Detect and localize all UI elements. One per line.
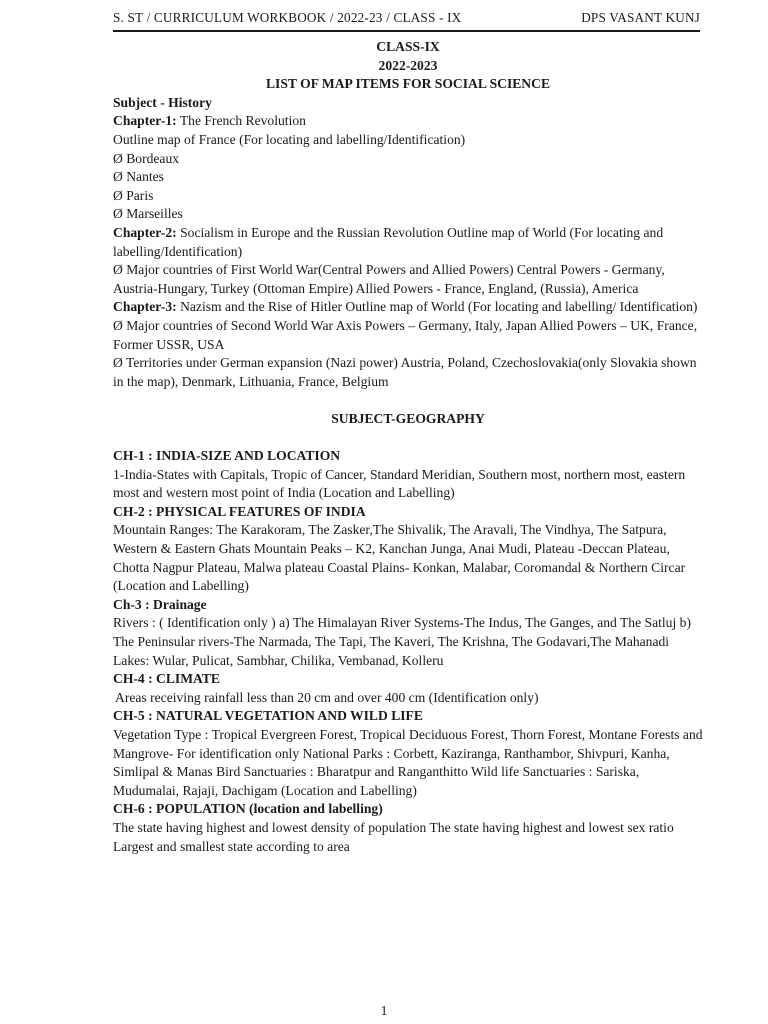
ch1-label: Chapter-1: — [113, 113, 177, 129]
geo-ch2-heading: CH-2 : PHYSICAL FEATURES OF INDIA — [113, 503, 366, 519]
ch1-item-paris: Ø Paris — [113, 187, 154, 203]
header-right-text: DPS VASANT KUNJ — [581, 10, 700, 25]
ch1-item-marseilles: Ø Marseilles — [113, 206, 183, 222]
history-ch3 — [113, 298, 703, 317]
page-heading: LIST OF MAP ITEMS FOR SOCIAL SCIENCE — [265, 76, 551, 92]
history-subject: Subject - History — [113, 94, 212, 110]
page-number: 1 — [380, 1003, 388, 1018]
geo-ch4-heading: CH-4 : CLIMATE — [113, 671, 220, 687]
history-ch2 — [113, 224, 703, 261]
class-title: CLASS-IX — [376, 39, 440, 54]
year-title: 2022-2023 — [378, 57, 438, 73]
ch3-label: Chapter-3: — [113, 299, 177, 315]
ch1-item-nantes: Ø Nantes — [113, 169, 164, 185]
geo-ch6-heading: CH-6 : POPULATION (location and labelling) — [113, 801, 383, 817]
geo-ch3-heading: Ch-3 : Drainage — [113, 596, 207, 612]
page-header — [113, 10, 700, 26]
header-left-text: S. ST / CURRICULUM WORKBOOK / 2022-23 / CLASS - IX — [113, 10, 462, 25]
ch2-item: Ø Major countries of First World War(Central Powers and Allied Powers) Central Powers - Germany, Austria-Hungary, Turkey (Ottoman Empire) Allied Powers - France, England, (Russia), America — [113, 262, 665, 296]
ch3-text: Nazism and the Rise of Hitler Outline map of World (For locating and labelling/ Identification) — [176, 299, 698, 315]
ch1-item-bordeaux: Ø Bordeaux — [113, 150, 180, 166]
ch3-item-2: Ø Territories under German expansion (Nazi power) Austria, Poland, Czechoslovakia(only Slovakia shown in the map), Denmark, Lithuania, France, Belgium — [113, 355, 697, 389]
ch3-item-1: Ø Major countries of Second World War Axis Powers – Germany, Italy, Japan Allied Powers – UK, France, Former USSR, USA — [113, 317, 698, 352]
geo-ch3-text: Rivers : ( Identification only ) a) The Himalayan River Systems-The Indus, The Ganges, and The Satluj b) The Peninsular rivers-The Narmada, The Tapi, The Kaveri, The Krishna, The Godavari,The Mahanadi Lakes: Wular, Pulicat, Sambhar, Chilika, Vembanad, Kolleru — [113, 615, 691, 668]
geo-ch1-text: 1-India-States with Capitals, Tropic of Cancer, Standard Meridian, Southern most, northern most, eastern most and western most point of India (Location and Labelling) — [113, 466, 686, 501]
ch1-title: The French Revolution — [176, 113, 306, 129]
geo-ch6-text: The state having highest and lowest density of population The state having highest and lowest sex ratio Largest and smallest state according to area — [113, 819, 674, 854]
ch1-desc: Outline map of France (For locating and labelling/Identification) — [113, 131, 466, 147]
geo-ch5-heading: CH-5 : NATURAL VEGETATION AND WILD LIFE — [113, 708, 423, 724]
geo-ch1-heading: CH-1 : INDIA-SIZE AND LOCATION — [113, 448, 341, 464]
geo-ch4-text: Areas receiving rainfall less than 20 cm and over 400 cm (Identification only) — [115, 689, 539, 705]
history-ch1 — [113, 112, 703, 131]
geo-ch5-text: Vegetation Type : Tropical Evergreen Forest, Tropical Deciduous Forest, Thorn Forest, Montane Forests and Mangrove- For identification only National Parks : Corbett, Kaziranga, Ranthambor, Shivpuri, Kanha, Simlipal & Manas Bird Sanctuaries : Bharatpur and Ranganthitto Wild life Sanctuaries : Sariska, Mudumalai, Rajaji, Dachigam (Location and Labelling) — [113, 726, 703, 798]
ch2-text: Socialism in Europe and the Russian Revolution Outline map of World (For locating and labelling/Identification) — [113, 224, 664, 259]
ch2-label: Chapter-2: — [113, 224, 177, 240]
document-body — [113, 38, 703, 856]
geography-subject: SUBJECT-GEOGRAPHY — [331, 410, 485, 426]
header-rule — [113, 30, 700, 32]
geo-ch2-text: Mountain Ranges: The Karakoram, The Zasker,The Shivalik, The Aravali, The Vindhya, The Satpura, Western & Eastern Ghats Mountain Peaks – K2, Kanchan Junga, Anai Mudi, Plateau -Deccan Plateau, Chotta Nagpur Plateau, Malwa plateau Coastal Plains- Konkan, Malabar, Coromandal & Northern Circar (Location and Labelling) — [113, 522, 686, 594]
